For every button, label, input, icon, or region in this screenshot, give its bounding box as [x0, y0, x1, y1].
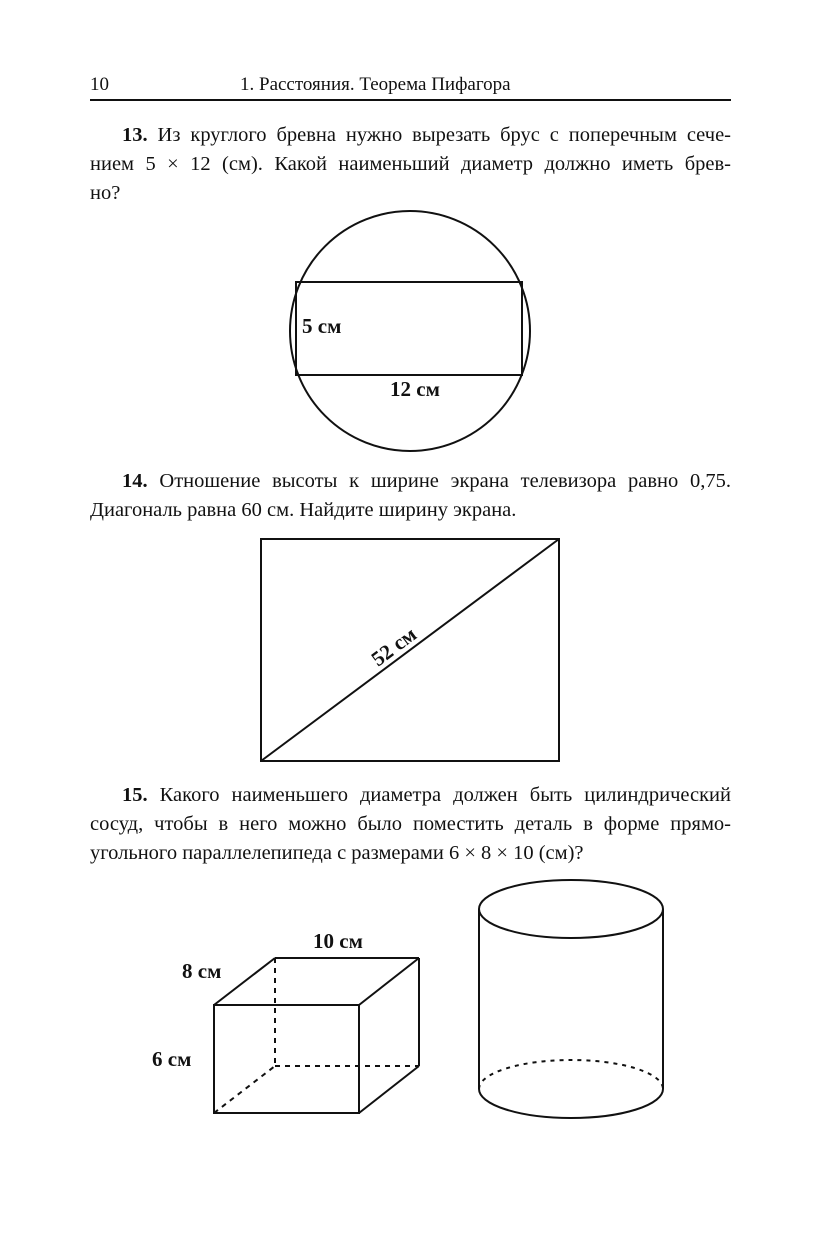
problem-13-line-3: но?	[90, 182, 121, 204]
cylinder-bottom-back-arc	[479, 1060, 663, 1089]
box-edge-bottom-right	[359, 1066, 419, 1113]
label-12cm: 12 см	[390, 377, 440, 401]
page-number: 10	[90, 74, 109, 95]
problem-15-number: 15.	[122, 784, 148, 806]
label-6cm: 6 см	[152, 1047, 192, 1071]
problem-14-number: 14.	[122, 470, 148, 492]
problem-14-text	[90, 467, 731, 525]
figure-15-box	[152, 929, 419, 1113]
running-title: 1. Расстояния. Теорема Пифагора	[240, 74, 511, 95]
problem-14-line-2: Диагональ равна 60 см. Найдите ширину экрана.	[90, 499, 517, 521]
problem-13-line-2: нием 5 × 12 (см). Какой наименьший диаметр должно иметь брев-	[90, 153, 731, 175]
problem-14-line-1: Отношение высоты к ширине экрана телевизора равно 0,75.	[159, 470, 732, 492]
problem-15-line-3: угольного параллелепипеда с размерами 6 × 8 × 10 (см)?	[90, 842, 584, 864]
problem-15-line-2: сосуд, чтобы в него можно было поместить деталь в форме прямо-	[90, 813, 731, 835]
box-edge-top-left	[214, 958, 275, 1005]
figure-14	[261, 539, 559, 761]
cylinder-top-ellipse	[479, 880, 663, 938]
figure-13	[290, 211, 530, 451]
label-10cm: 10 см	[313, 929, 363, 953]
label-5cm: 5 см	[302, 314, 342, 338]
label-52cm: 52 см	[366, 621, 421, 672]
problem-15-line-1: Какого наименьшего диаметра должен быть цилиндрический	[159, 784, 731, 806]
problem-13-line-1: Из круглого бревна нужно вырезать брус с поперечным сече-	[157, 124, 732, 146]
problem-15-text	[90, 781, 731, 868]
label-8cm: 8 см	[182, 959, 222, 983]
figure-15-cylinder	[479, 880, 663, 1118]
box-hidden-edge-diagonal	[214, 1066, 275, 1113]
box-edge-top-right	[359, 958, 419, 1005]
cylinder-bottom-front-arc	[479, 1089, 663, 1118]
screen-diagonal	[261, 539, 559, 761]
box-front-face	[214, 1005, 359, 1113]
problem-13-number: 13.	[122, 124, 148, 146]
